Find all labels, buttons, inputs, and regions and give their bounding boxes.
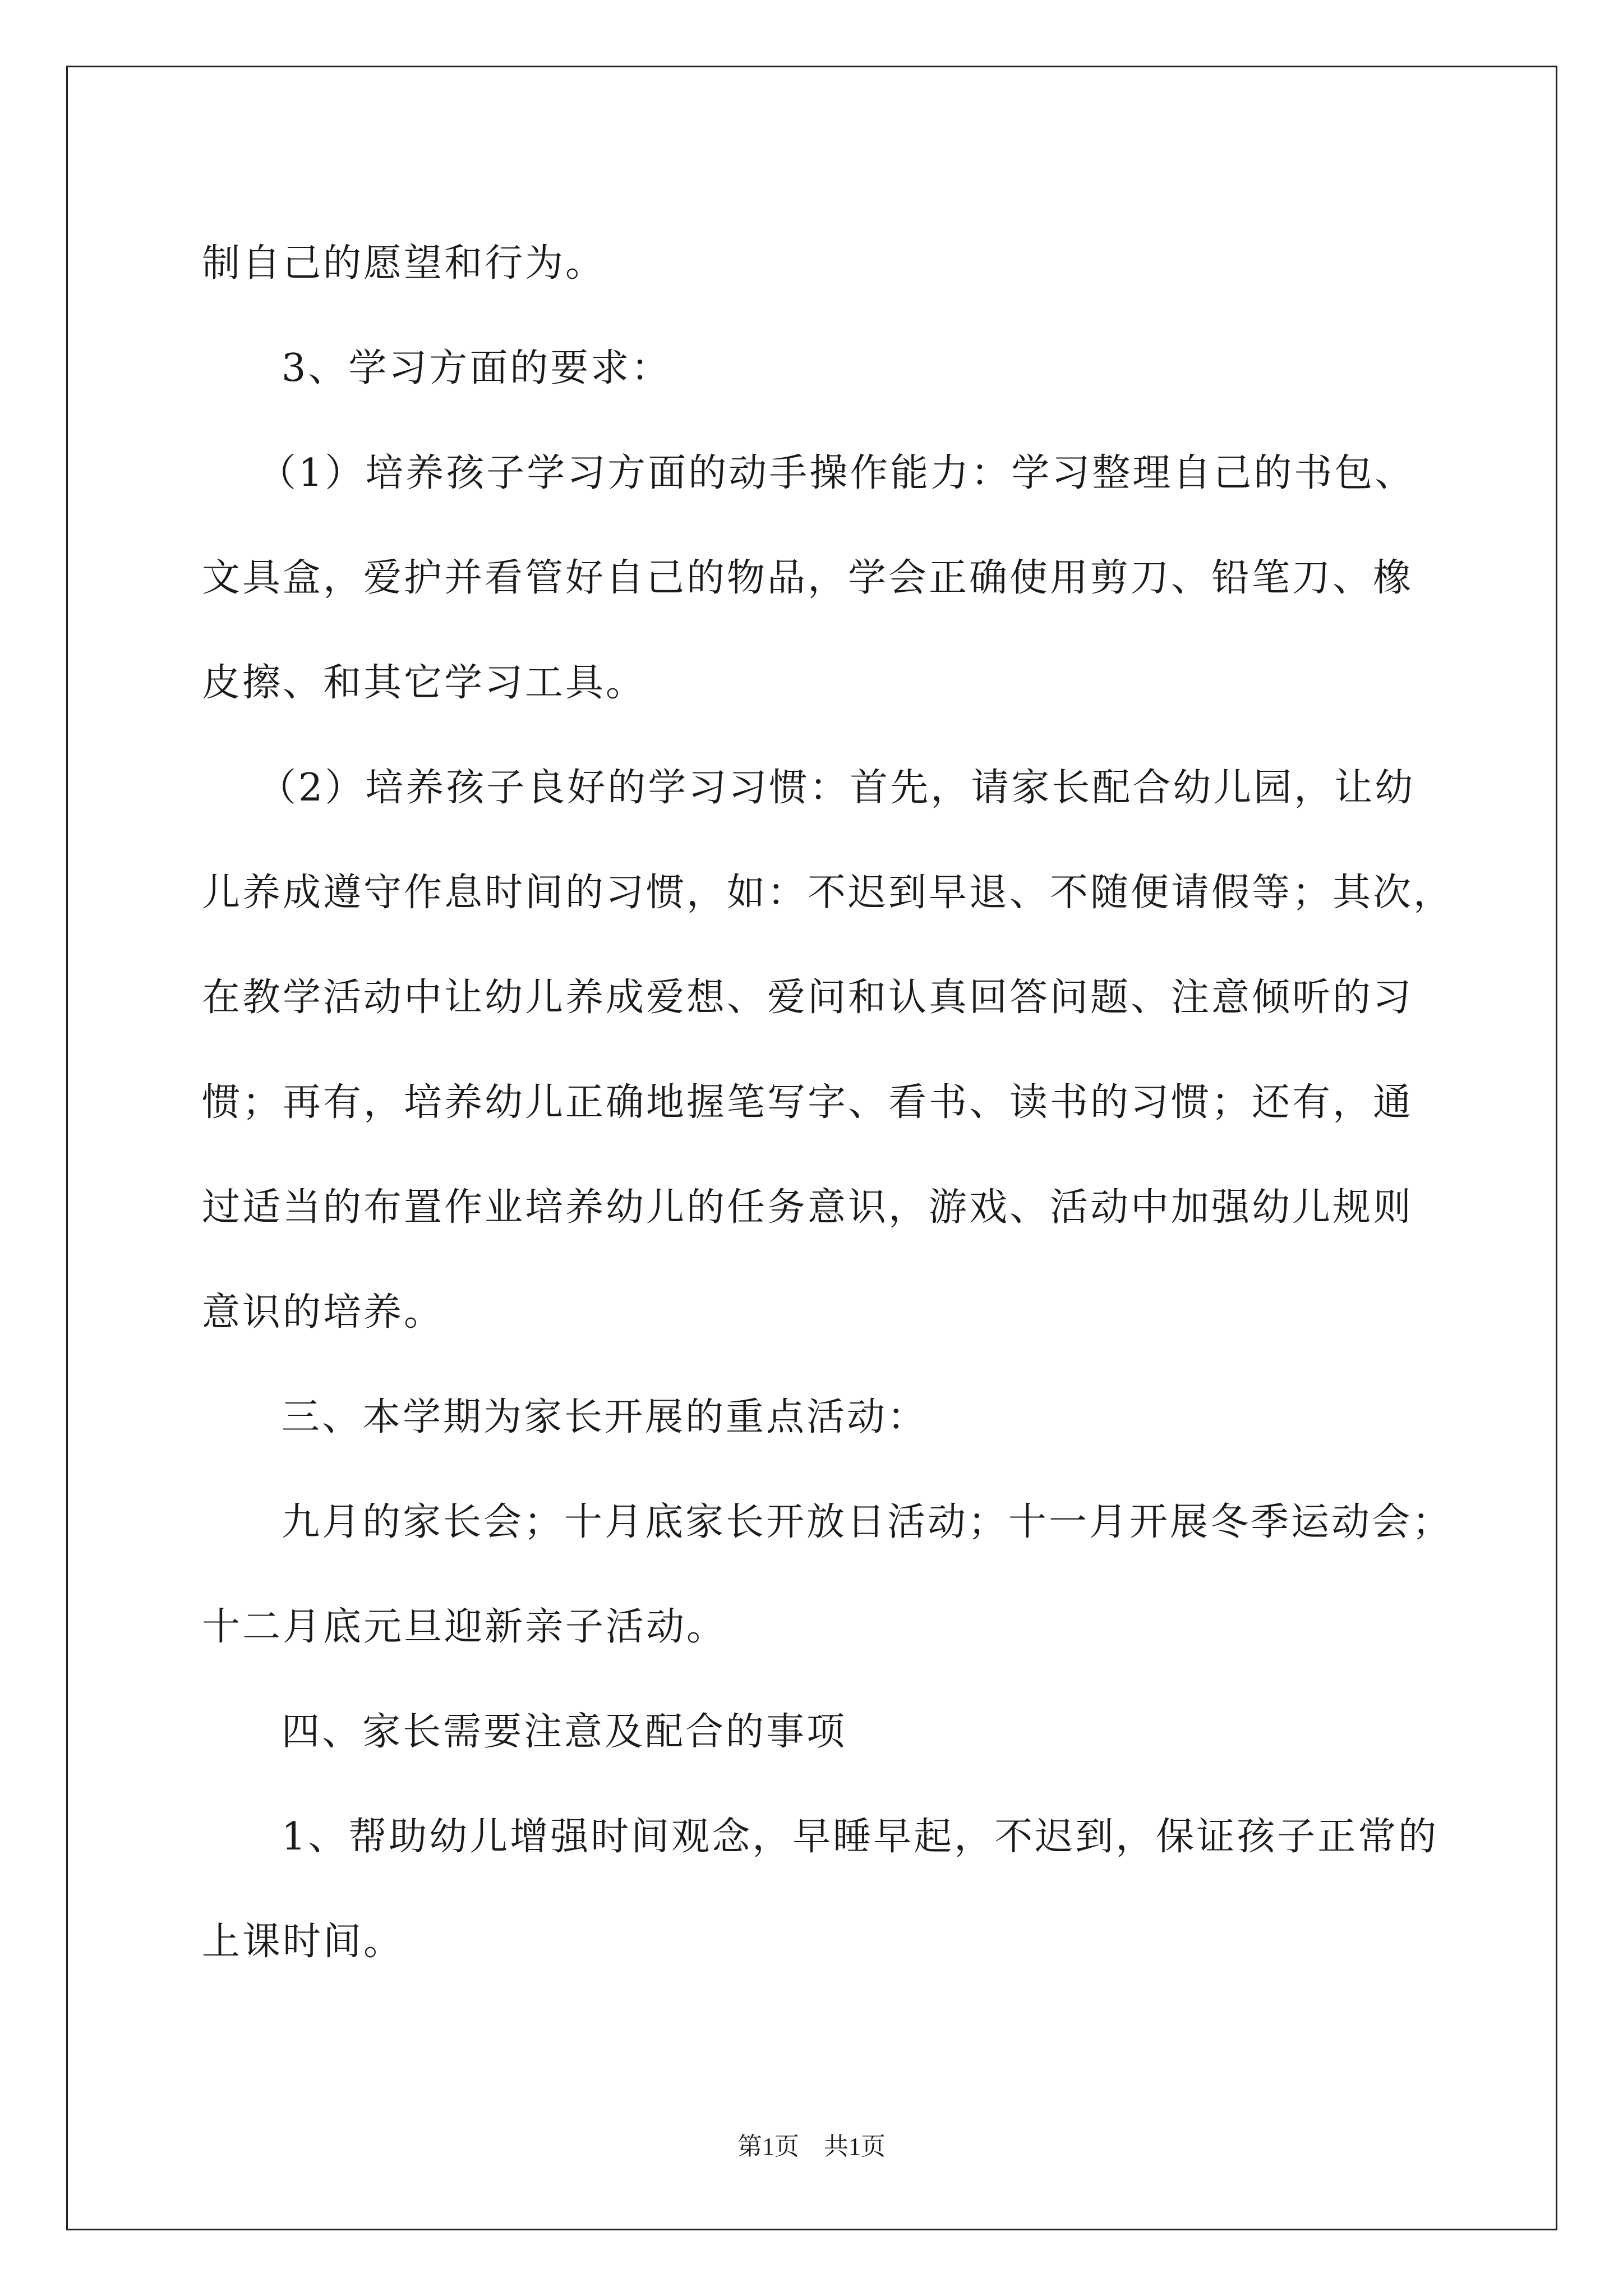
document-body <box>202 211 1467 1994</box>
paragraph-line: 1、帮助幼儿增强时间观念，早睡早起，不迟到，保证孩子正常的 <box>282 1815 1439 1859</box>
page-number-footer: 第1页 共1页 <box>737 2133 886 2160</box>
paragraph-line: 惯；再有，培养幼儿正确地握笔写字、看书、读书的习惯；还有，通 <box>202 1080 1414 1125</box>
paragraph-line: 九月的家长会；十月底家长开放日活动；十一月开展冬季运动会； <box>282 1500 1453 1544</box>
paragraph-line: 意识的培养。 <box>202 1290 445 1335</box>
paragraph-line: 制自己的愿望和行为。 <box>202 241 606 286</box>
section-heading: 三、本学期为家长开展的重点活动： <box>282 1395 928 1439</box>
section-heading: 四、家长需要注意及配合的事项 <box>282 1710 847 1754</box>
paragraph-line: 儿养成遵守作息时间的习惯，如：不迟到早退、不随便请假等；其次， <box>202 871 1454 915</box>
paragraph-line: （2）培养孩子良好的学习习惯：首先，请家长配合幼儿园，让幼 <box>258 766 1415 810</box>
paragraph-line: （1）培养孩子学习方面的动手操作能力：学习整理自己的书包、 <box>258 451 1415 495</box>
paragraph-line: 十二月底元旦迎新亲子活动。 <box>202 1605 727 1649</box>
section-heading: 3、学习方面的要求： <box>282 346 672 390</box>
paragraph-line: 在教学活动中让幼儿养成爱想、爱问和认真回答问题、注意倾听的习 <box>202 976 1414 1020</box>
paragraph-line: 皮擦、和其它学习工具。 <box>202 661 647 705</box>
paragraph-line: 上课时间。 <box>202 1920 404 1964</box>
paragraph-line: 过适当的布置作业培养幼儿的任务意识，游戏、活动中加强幼儿规则 <box>202 1185 1414 1230</box>
paragraph-line: 文具盒，爱护并看管好自己的物品，学会正确使用剪刀、铅笔刀、橡 <box>202 556 1414 600</box>
